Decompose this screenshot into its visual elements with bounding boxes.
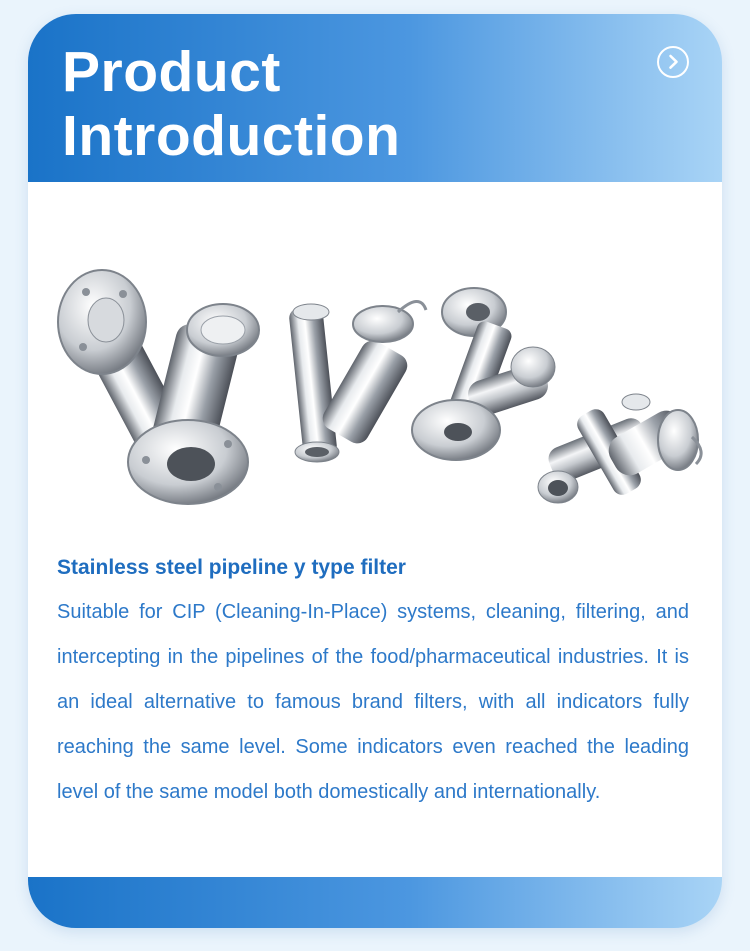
chevron-right-icon — [659, 48, 687, 76]
clamp-filter-angled — [538, 394, 701, 503]
clamp-filter-slim — [288, 301, 426, 462]
title-line-2: Introduction — [62, 104, 401, 168]
flanged-filter-large — [58, 270, 259, 504]
flanged-filter-small — [412, 288, 555, 460]
title-line-1: Product — [62, 40, 281, 104]
product-image — [28, 182, 722, 532]
page-title — [62, 40, 400, 168]
content-panel — [28, 182, 722, 877]
product-description: Suitable for CIP (Cleaning-In-Place) systems, cleaning, filtering, and intercepting in the pipelines of the food/pharmaceutical industries. It is an ideal alternative to famous brand filters, with all indicators fully reaching the same level. Some indicators even reached the leading level of the same model both domestically and internationally. — [57, 601, 689, 803]
chevron-right-circle-icon[interactable] — [657, 46, 689, 78]
product-name: Stainless steel pipeline y type filter — [57, 556, 406, 579]
product-card — [28, 14, 722, 928]
